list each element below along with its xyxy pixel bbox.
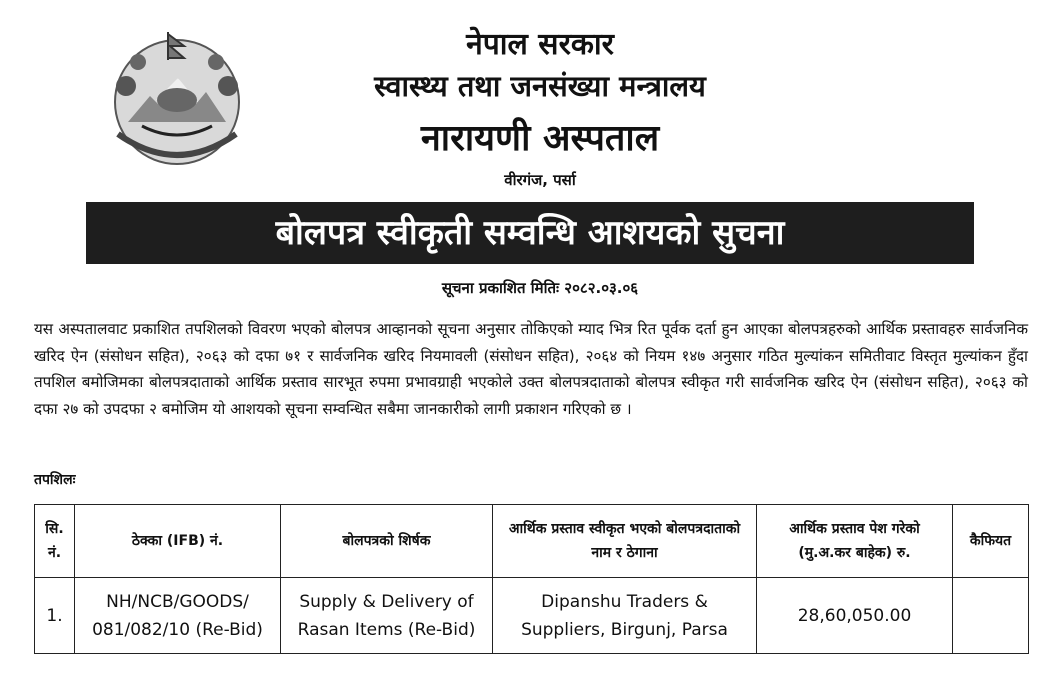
cell-amount: 28,60,050.00 bbox=[757, 578, 953, 654]
header-remarks: कैफियत bbox=[953, 505, 1029, 578]
notice-body-text: यस अस्पतालवाट प्रकाशित तपशिलको विवरण भएको बोलपत्र आव्हानको सूचना अनुसार तोकिएको म्याद भित्र रित पूर्वक दर्ता हुन आएका बोलपत्रहरुको आर्थिक प्रस्तावहरु सार्वजनिक खरिद ऐन (संसोधन सहित), २०६३ को दफा ७१ र सार्वजनिक खरिद नियमावली (संसोधन सहित), २०६४ को नियम १४७ अनुसार गठित मुल्यांकन समितीवाट विस्तृत मुल्यांकन हुँदा तपशिल बमोजिमका बोलपत्रदाताको आर्थिक प्रस्ताव सारभूत रुपमा प्रभावग्राही भएकोले उक्त बोलपत्रदाताको बोलपत्र स्वीकृत गरी सार्वजनिक खरिद ऐन (संसोधन सहित), २०६३ को दफा २७ को उपदफा २ बमोजिम यो आशयको सूचना सम्वन्धित सबैमा जानकारीको लागी प्रकाशन गरिएको छ । bbox=[34, 320, 1028, 418]
header-ifb: ठेक्का (IFB) नं. bbox=[75, 505, 281, 578]
cell-title: Supply & Delivery of Rasan Items (Re-Bid) bbox=[281, 578, 493, 654]
hospital-location: वीरगंज, पर्सा bbox=[504, 171, 576, 189]
award-table bbox=[34, 504, 1029, 654]
table-header-row bbox=[35, 505, 1029, 578]
cell-remarks bbox=[953, 578, 1029, 654]
notice-title-banner: बोलपत्र स्वीकृती सम्वन्धि आशयको सुचना bbox=[86, 202, 974, 264]
cell-bidder: Dipanshu Traders & Suppliers, Birgunj, Parsa bbox=[493, 578, 757, 654]
cell-sn: 1. bbox=[35, 578, 75, 654]
header-title: बोलपत्रको शिर्षक bbox=[281, 505, 493, 578]
published-date: सूचना प्रकाशित मितिः २०८२.०३.०६ bbox=[441, 279, 639, 297]
details-label: तपशिलः bbox=[34, 472, 76, 488]
government-title: नेपाल सरकार bbox=[466, 27, 614, 62]
hospital-title: नारायणी अस्पताल bbox=[420, 118, 660, 159]
ministry-title: स्वास्थ्य तथा जनसंख्या मन्त्रालय bbox=[374, 69, 706, 103]
table-row bbox=[35, 578, 1029, 654]
header-sn: सि. नं. bbox=[35, 505, 75, 578]
cell-ifb: NH/NCB/GOODS/ 081/082/10 (Re-Bid) bbox=[75, 578, 281, 654]
header-bidder: आर्थिक प्रस्ताव स्वीकृत भएको बोलपत्रदाताको नाम र ठेगाना bbox=[493, 505, 757, 578]
header-amount: आर्थिक प्रस्ताव पेश गरेको (मु.अ.कर बाहेक) रु. bbox=[757, 505, 953, 578]
nepal-government-emblem-icon bbox=[98, 26, 256, 174]
